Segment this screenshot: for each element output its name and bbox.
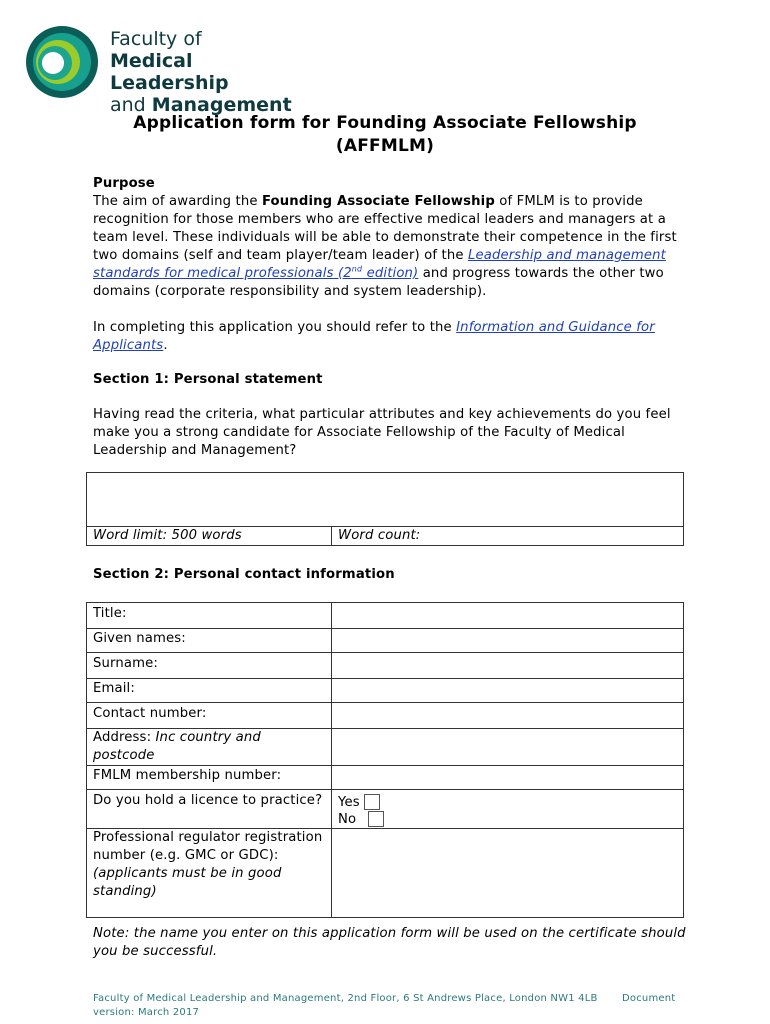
logo-line-2: Medical Leadership: [110, 50, 229, 94]
purpose-section: [93, 175, 693, 355]
organisation-name: [110, 28, 312, 116]
page-title-line-1: Application form for Founding Associate Fellowship: [133, 113, 637, 133]
regulator-label-text: Professional regulator registration number (e.g. GMC or GDC):: [93, 830, 323, 863]
word-count-field[interactable]: Word count:: [332, 527, 684, 546]
given-names-field[interactable]: [332, 629, 684, 653]
licence-label: Do you hold a licence to practice?: [87, 790, 332, 829]
purpose-bold-term: Founding Associate Fellowship: [261, 194, 495, 209]
address-hint: Inc country and postcode: [93, 730, 261, 763]
title-field[interactable]: [332, 603, 684, 629]
regulator-hint: (applicants must be in good standing): [93, 866, 282, 899]
logo-line-3b: Management: [151, 94, 292, 116]
page-title-line-2: (AFFMLM): [335, 136, 435, 156]
standards-link-end: edition): [362, 266, 419, 281]
licence-options: [332, 790, 684, 829]
section1-heading: Section 1: Personal statement: [93, 372, 323, 387]
address-label: [87, 729, 332, 766]
regulator-label: [87, 829, 332, 918]
purpose-text-2: of FMLM is to provide recognition for those members who are effective medical leaders and managers at a team level. These individuals will be able to demonstrate their competence in the first two domains (self and team player/team leader) of the: [93, 194, 677, 263]
contact-number-label: Contact number:: [87, 703, 332, 729]
licence-yes-label: Yes: [338, 795, 360, 810]
page-title: [90, 112, 680, 158]
word-limit-label: Word limit: 500 words: [87, 527, 332, 546]
page-footer: [93, 992, 683, 1020]
licence-no-checkbox[interactable]: [368, 811, 384, 827]
surname-label: Surname:: [87, 653, 332, 679]
personal-statement-table: [86, 472, 684, 546]
purpose-text-3: and progress towards the other two domains (corporate responsibility and system leadership).: [93, 266, 664, 299]
address-label-text: Address:: [93, 730, 156, 745]
guidance-period: .: [163, 338, 168, 353]
guidance-link[interactable]: Information and Guidance for Applicants: [93, 320, 655, 353]
footer-document-label: Document: [622, 993, 676, 1004]
section2-heading: Section 2: Personal contact information: [93, 567, 395, 582]
standards-link-sup: nd: [351, 264, 363, 274]
address-field[interactable]: [332, 729, 684, 766]
given-names-label: Given names:: [87, 629, 332, 653]
licence-no-label: No: [338, 812, 357, 827]
membership-number-label: FMLM membership number:: [87, 766, 332, 790]
logo-line-3a: and: [110, 94, 152, 116]
logo-line-1: Faculty of: [110, 28, 202, 50]
purpose-text-1: The aim of awarding the: [93, 194, 262, 209]
footer-version: version: March 2017: [93, 1007, 200, 1018]
purpose-heading: Purpose: [93, 176, 155, 191]
regulator-field[interactable]: [332, 829, 684, 918]
membership-number-field[interactable]: [332, 766, 684, 790]
fmlm-logo: [22, 22, 312, 116]
guidance-text: In completing this application you should refer to the: [93, 320, 457, 335]
contact-number-field[interactable]: [332, 703, 684, 729]
licence-no-option: [338, 811, 677, 828]
purpose-paragraph: [93, 193, 693, 301]
section1-question: Having read the criteria, what particular attributes and key achievements do you feel make you a strong candidate for Associate Fellowship of the Faculty of Medical Leadership and Management?: [93, 407, 671, 458]
email-label: Email:: [87, 679, 332, 703]
licence-yes-checkbox[interactable]: [364, 794, 380, 810]
footer-address: Faculty of Medical Leadership and Management, 2nd Floor, 6 St Andrews Place, London NW1 4LB: [93, 993, 598, 1004]
fmlm-logo-icon: [22, 22, 102, 102]
personal-statement-field[interactable]: [87, 473, 684, 527]
certificate-note: Note: the name you enter on this application form will be used on the certificate should you be successful.: [93, 926, 686, 959]
surname-field[interactable]: [332, 653, 684, 679]
guidance-paragraph: [93, 319, 693, 355]
email-field[interactable]: [332, 679, 684, 703]
licence-yes-option: [338, 794, 677, 811]
title-label: Title:: [87, 603, 332, 629]
contact-info-table: [86, 602, 684, 918]
standards-link-text: Leadership and management standards for medical professionals (2: [93, 248, 666, 281]
